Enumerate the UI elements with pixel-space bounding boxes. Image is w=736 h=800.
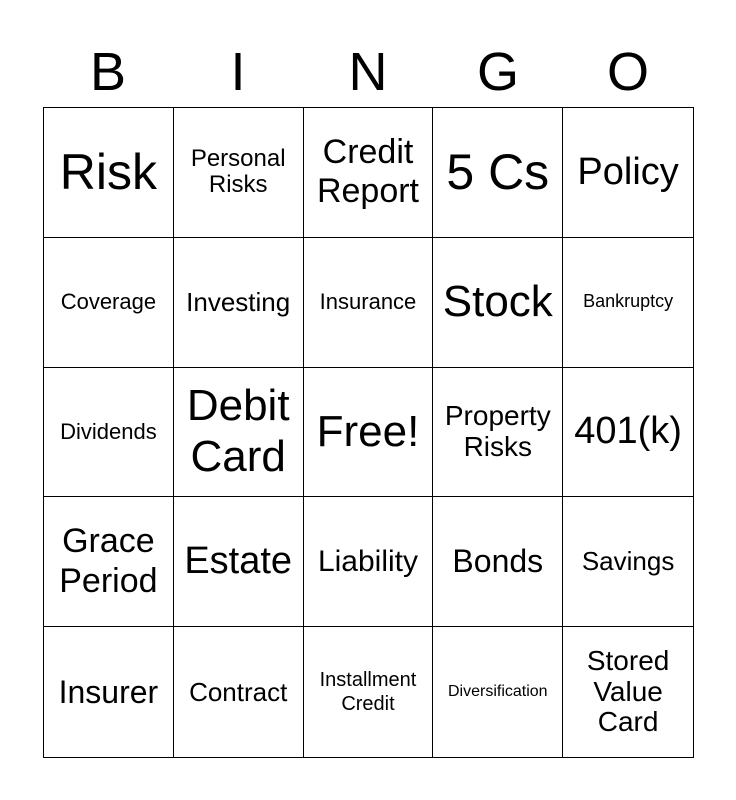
- bingo-cell[interactable]: [433, 238, 563, 368]
- bingo-cell[interactable]: [44, 108, 174, 238]
- bingo-cell[interactable]: [44, 627, 174, 757]
- cell-label: Stock: [442, 276, 553, 326]
- bingo-header: [43, 40, 693, 104]
- bingo-board: [43, 107, 694, 758]
- bingo-cell[interactable]: [304, 238, 434, 368]
- header-letter-o: O: [606, 42, 649, 102]
- cell-label: Personal Risks: [190, 145, 286, 199]
- cell-label: Savings: [581, 546, 675, 577]
- cell-label: Contract: [189, 676, 288, 707]
- cell-label: Bankruptcy: [583, 291, 674, 312]
- cell-label: Investing: [186, 286, 291, 317]
- bingo-cell[interactable]: [174, 108, 304, 238]
- bingo-cell[interactable]: [433, 368, 563, 498]
- cell-label: Debit Card: [186, 381, 290, 481]
- bingo-cell[interactable]: [304, 108, 434, 238]
- cell-label: 5 Cs: [446, 144, 550, 201]
- bingo-cell[interactable]: [44, 368, 174, 498]
- cell-label: Dividends: [60, 418, 157, 444]
- bingo-cell[interactable]: [563, 497, 693, 627]
- header-letter-i: I: [230, 42, 246, 102]
- cell-label: Estate: [184, 539, 293, 582]
- cell-label: 401(k): [574, 410, 682, 453]
- bingo-cell[interactable]: [174, 627, 304, 757]
- cell-label: Insurer: [58, 673, 159, 710]
- bingo-cell[interactable]: [304, 627, 434, 757]
- bingo-cell[interactable]: [433, 627, 563, 757]
- bingo-cell[interactable]: [563, 238, 693, 368]
- header-letter-g: G: [476, 42, 519, 102]
- bingo-cell[interactable]: [174, 368, 304, 498]
- cell-label: Stored Value Card: [586, 644, 670, 738]
- cell-label: Grace Period: [59, 522, 158, 600]
- bingo-cell[interactable]: [563, 108, 693, 238]
- bingo-cell[interactable]: [44, 238, 174, 368]
- cell-label: Insurance: [319, 289, 417, 315]
- cell-label: Property Risks: [444, 400, 551, 462]
- cell-label: Liability: [317, 545, 419, 579]
- bingo-cell[interactable]: [304, 497, 434, 627]
- bingo-cell[interactable]: [174, 497, 304, 627]
- bingo-cell[interactable]: [44, 497, 174, 627]
- cell-label: Coverage: [60, 289, 157, 315]
- cell-label: Credit Report: [316, 132, 420, 211]
- bingo-cell[interactable]: [174, 238, 304, 368]
- header-letter-n: N: [348, 42, 388, 102]
- bingo-cell[interactable]: [433, 497, 563, 627]
- bingo-cell[interactable]: [304, 368, 434, 498]
- bingo-cell[interactable]: [563, 368, 693, 498]
- cell-label: Risk: [59, 144, 157, 201]
- cell-label: Bonds: [452, 543, 544, 580]
- bingo-cell[interactable]: [563, 627, 693, 757]
- cell-label: Policy: [577, 150, 679, 193]
- bingo-cell[interactable]: [433, 108, 563, 238]
- cell-label: Free!: [316, 406, 420, 456]
- cell-label: Installment Credit: [319, 669, 417, 716]
- cell-label: Diversification: [447, 683, 548, 701]
- header-letter-b: B: [89, 42, 127, 102]
